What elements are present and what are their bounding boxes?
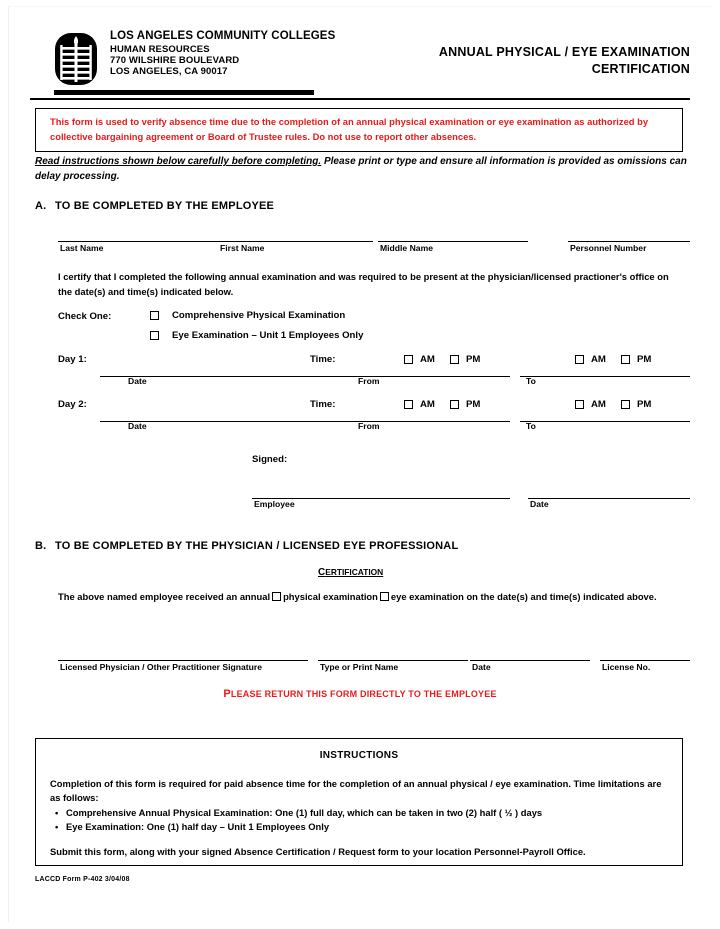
day1-from-sublabel: From <box>358 376 380 386</box>
day1-to-sublabel: To <box>526 376 536 386</box>
employee-signature-date-label: Date <box>530 499 549 509</box>
employee-certify-text: I certify that I completed the following annual examination and was required to be present at the physician/licensed practioner's office on the date(s) and time(s) indicated below. <box>58 271 669 297</box>
day1-date-label: Date <box>128 376 147 386</box>
form-title-line2: CERTIFICATION <box>591 61 690 76</box>
org-name: LOS ANGELES COMMUNITY COLLEGES <box>110 30 336 42</box>
form-code-footer: LACCD Form P-402 3/04/08 <box>35 876 130 883</box>
org-city-state-zip: LOS ANGELES, CA 90017 <box>110 65 228 77</box>
day1-to-pm-label: PM <box>637 354 652 365</box>
day2-time-label: Time: <box>310 399 336 410</box>
day2-from-am-label: AM <box>420 399 435 410</box>
physician-print-name-line[interactable] <box>318 660 468 661</box>
laccd-wheat-emblem-icon <box>54 32 98 86</box>
physician-statement <box>58 590 683 605</box>
personnel-number-field-line[interactable] <box>568 241 690 242</box>
signed-label: Signed: <box>252 454 288 465</box>
certification-heading-rest: ERTIFICATION <box>325 567 384 577</box>
header-thick-bar <box>54 90 314 95</box>
certification-heading-first: C <box>318 567 326 578</box>
checkbox-physician-physical-exam[interactable] <box>272 592 281 601</box>
physician-statement-part3: eye examination on the date(s) and time(s) indicated above. <box>390 591 657 602</box>
section-b-title: TO BE COMPLETED BY THE PHYSICIAN / LICENSED EYE PROFESSIONAL <box>55 540 459 552</box>
checkbox-comprehensive-physical-label: Comprehensive Physical Examination <box>172 310 346 321</box>
organization-block <box>110 30 335 77</box>
day1-from-pm-label: PM <box>466 354 481 365</box>
last-name-label: Last Name <box>60 243 104 253</box>
day2-from-am-checkbox[interactable] <box>404 400 413 409</box>
form-header <box>30 28 690 90</box>
read-instructions-line <box>35 154 690 184</box>
instructions-title: INSTRUCTIONS <box>319 750 399 761</box>
day1-label: Day 1: <box>58 354 87 365</box>
section-a-letter: A. <box>35 200 47 212</box>
day2-to-pm-checkbox[interactable] <box>621 400 630 409</box>
day2-to-field-line[interactable] <box>520 421 690 422</box>
physician-signature-label: Licensed Physician / Other Practitioner Signature <box>60 662 263 672</box>
day2-from-sublabel: From <box>358 421 380 431</box>
return-form-note <box>30 688 690 700</box>
physician-print-name-label: Type or Print Name <box>320 662 399 672</box>
check-one-label: Check One: <box>58 311 112 322</box>
middle-name-label: Middle Name <box>380 243 434 253</box>
day2-from-pm-checkbox[interactable] <box>450 400 459 409</box>
day1-to-field-line[interactable] <box>520 376 690 377</box>
day2-to-am-label: AM <box>591 399 606 410</box>
section-a-title: TO BE COMPLETED BY THE EMPLOYEE <box>55 200 275 212</box>
physician-date-label: Date <box>472 662 491 672</box>
employee-signature-label: Employee <box>254 499 295 509</box>
last-name-field-line[interactable] <box>58 241 218 242</box>
org-department: HUMAN RESOURCES <box>110 43 210 55</box>
day2-from-pm-label: PM <box>466 399 481 410</box>
day1-to-pm-checkbox[interactable] <box>621 355 630 364</box>
day2-label: Day 2: <box>58 399 87 410</box>
instructions-bullet-list <box>50 806 668 834</box>
section-b-heading <box>35 540 458 552</box>
employee-signature-date-line[interactable] <box>528 498 690 499</box>
checkbox-eye-examination[interactable] <box>150 331 159 340</box>
day2-date-label: Date <box>128 421 147 431</box>
usage-notice-box <box>35 108 683 152</box>
day2-to-am-checkbox[interactable] <box>575 400 584 409</box>
header-divider-rule <box>30 98 690 100</box>
middle-name-field-line[interactable] <box>378 241 528 242</box>
usage-notice-text: This form is used to verify absence time due to the completion of an annual physical examination or eye examination as authorized by collective bargaining agreement or Board of Trustee rules. Do not use to report other absences. <box>50 116 649 142</box>
section-a-heading <box>35 200 274 212</box>
day1-to-am-checkbox[interactable] <box>575 355 584 364</box>
instructions-bullet: • Comprehensive Annual Physical Examination: One (1) full day, which can be taken in two (2) half ( ½ ) days <box>66 806 668 820</box>
instructions-intro: Completion of this form is required for paid absence time for the completion of an annual physical / eye examination. Time limitations are as follows: <box>50 778 662 804</box>
day1-from-am-checkbox[interactable] <box>404 355 413 364</box>
instructions-box <box>35 738 683 866</box>
return-form-note-first: P <box>223 688 231 700</box>
physician-statement-part1: The above named employee received an annual <box>58 591 271 602</box>
instructions-body <box>50 777 668 860</box>
checkbox-physician-eye-exam[interactable] <box>380 592 389 601</box>
day1-time-label: Time: <box>310 354 336 365</box>
instructions-bullet: • Eye Examination: One (1) half day – Unit 1 Employees Only <box>66 820 668 834</box>
physician-signature-line[interactable] <box>58 660 308 661</box>
day2-to-pm-label: PM <box>637 399 652 410</box>
form-title <box>439 44 690 78</box>
physician-license-no-line[interactable] <box>600 660 690 661</box>
first-name-field-line[interactable] <box>218 241 373 242</box>
read-instructions-underlined: Read instructions shown below carefully before completing. <box>35 156 322 167</box>
read-instructions-rest: Please print or type and ensure all information is provided as omissions can delay processing. <box>35 156 687 182</box>
certification-heading <box>318 567 383 578</box>
day2-to-sublabel: To <box>526 421 536 431</box>
day1-from-field-line[interactable] <box>330 376 510 377</box>
org-address: 770 WILSHIRE BOULEVARD <box>110 54 240 66</box>
day2-from-field-line[interactable] <box>330 421 510 422</box>
physician-statement-part2: physical examination <box>283 591 378 602</box>
instructions-tail: Submit this form, along with your signed Absence Certification / Request form to your location Personnel-Payroll Office. <box>50 846 586 858</box>
personnel-number-label: Personnel Number <box>570 243 647 253</box>
physician-date-line[interactable] <box>470 660 590 661</box>
day1-from-am-label: AM <box>420 354 435 365</box>
physician-license-no-label: License No. <box>602 662 651 672</box>
form-sheet <box>30 28 690 883</box>
form-title-line1: ANNUAL PHYSICAL / EYE EXAMINATION <box>438 45 690 59</box>
checkbox-comprehensive-physical[interactable] <box>150 311 159 320</box>
first-name-label: First Name <box>220 243 265 253</box>
checkbox-eye-examination-label: Eye Examination – Unit 1 Employees Only <box>172 330 364 341</box>
section-b-letter: B. <box>35 540 47 552</box>
day1-from-pm-checkbox[interactable] <box>450 355 459 364</box>
day1-to-am-label: AM <box>591 354 606 365</box>
return-form-note-text: LEASE RETURN THIS FORM DIRECTLY TO THE EMPLOYEE <box>230 689 497 699</box>
